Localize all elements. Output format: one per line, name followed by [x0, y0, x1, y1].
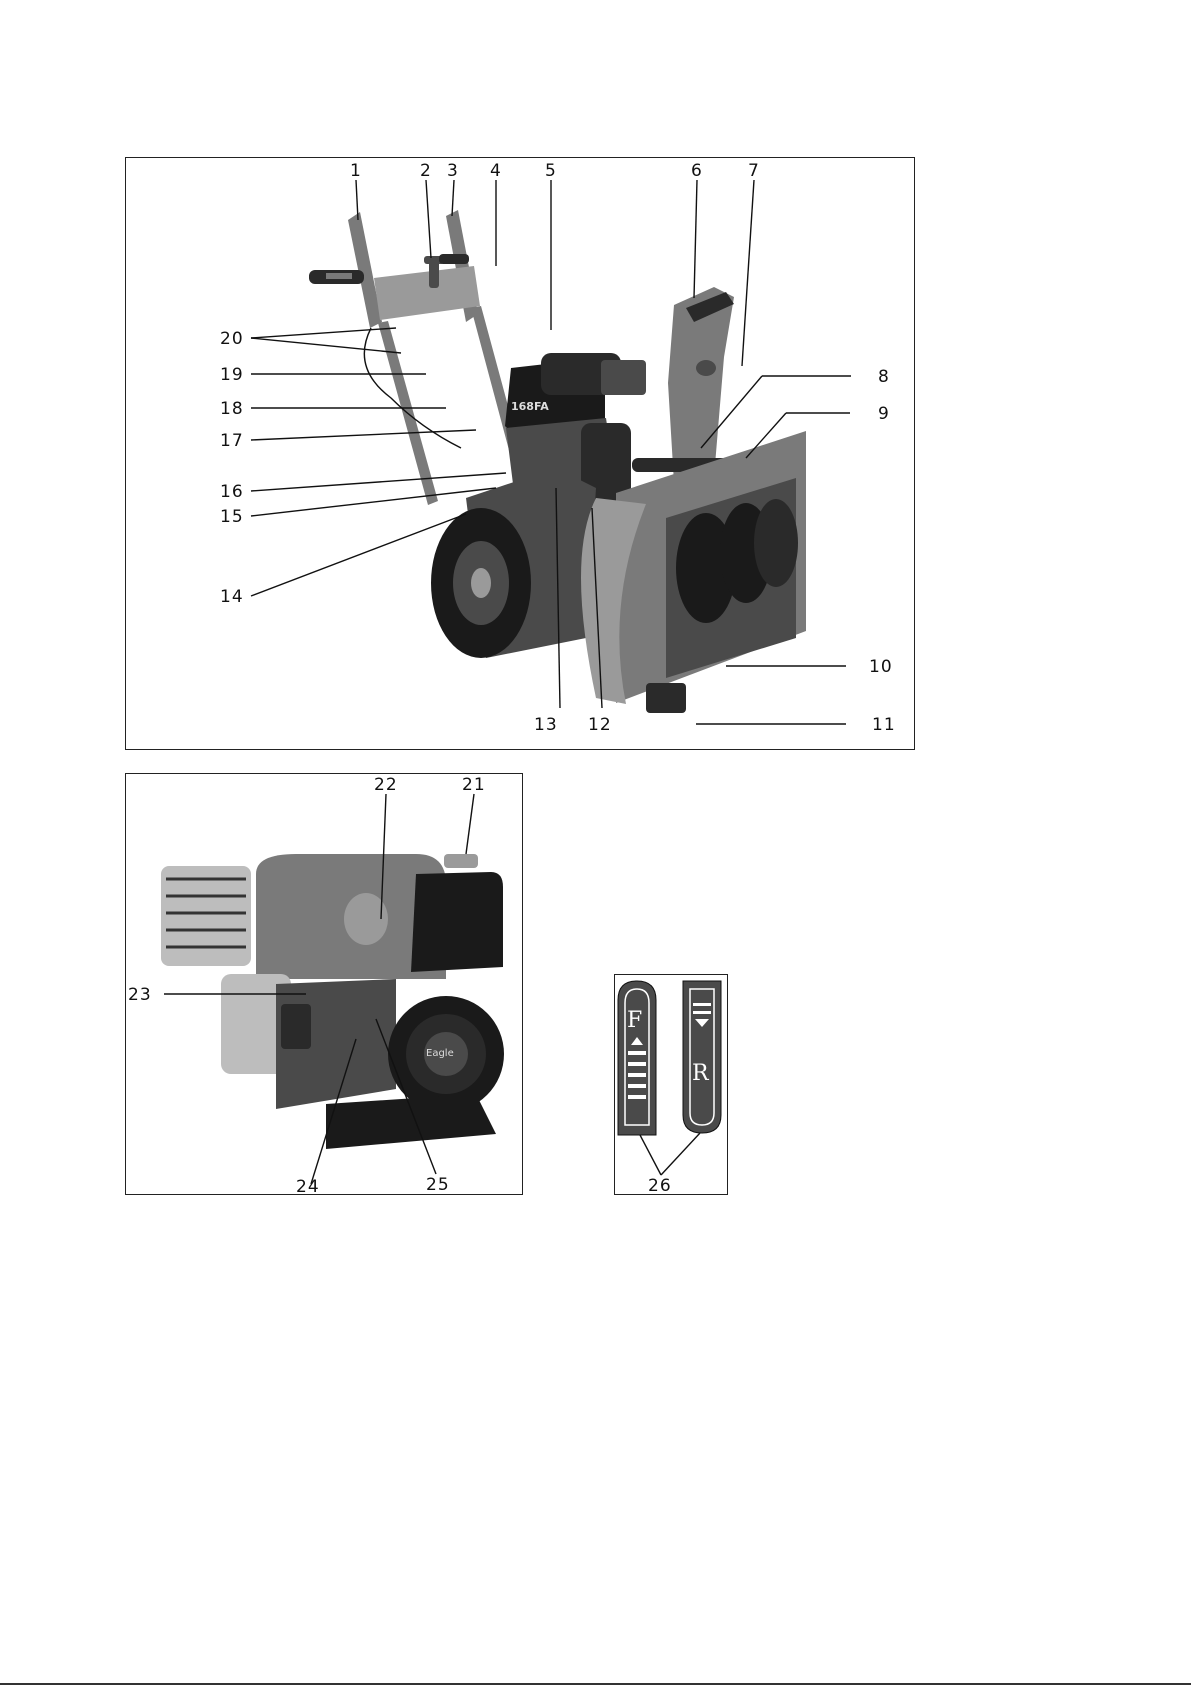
- callout-5: 5: [545, 161, 557, 181]
- callout-7: 7: [748, 161, 760, 181]
- reverse-indicator: [683, 981, 721, 1133]
- engine-illustration: [126, 774, 524, 1196]
- snow-thrower-illustration: [126, 158, 916, 751]
- direction-label-illustration: [615, 975, 729, 1196]
- engine-brand-badge: Eagle: [426, 1048, 454, 1059]
- callout-24: 24: [296, 1177, 320, 1196]
- forward-indicator: [618, 981, 656, 1135]
- callout-3: 3: [447, 161, 459, 181]
- callout-22: 22: [374, 775, 398, 795]
- engine-photo: [161, 854, 504, 1149]
- snow-thrower-figure: [125, 157, 915, 750]
- callout-25: 25: [426, 1175, 450, 1195]
- callout-12: 12: [588, 715, 612, 735]
- wheel: [431, 468, 596, 658]
- callout-16: 16: [220, 482, 244, 502]
- callout-15: 15: [220, 507, 244, 527]
- forward-letter: F: [627, 1008, 643, 1033]
- callout-20: 20: [220, 329, 244, 349]
- callout-23: 23: [128, 985, 152, 1005]
- callout-6: 6: [691, 161, 703, 181]
- callout-19: 19: [220, 365, 244, 385]
- handlebar-assembly: [309, 210, 527, 505]
- callout-18: 18: [220, 399, 244, 419]
- callout-2: 2: [420, 161, 432, 181]
- discharge-chute: [632, 287, 742, 483]
- callout-17: 17: [220, 431, 244, 451]
- callout-10: 10: [869, 657, 893, 677]
- callout-14: 14: [220, 587, 244, 607]
- engine-model-badge: 168FA: [511, 400, 549, 413]
- direction-label-figure: [614, 974, 728, 1195]
- callout-1: 1: [350, 161, 362, 181]
- callout-26: 26: [648, 1176, 672, 1196]
- callout-11: 11: [872, 715, 896, 735]
- callout-leaders: [640, 1133, 700, 1175]
- callout-8: 8: [878, 367, 890, 387]
- engine-figure: [125, 773, 523, 1195]
- callout-13: 13: [534, 715, 558, 735]
- callout-4: 4: [490, 161, 502, 181]
- callout-21: 21: [462, 775, 486, 795]
- callout-9: 9: [878, 404, 890, 424]
- reverse-letter: R: [692, 1061, 709, 1086]
